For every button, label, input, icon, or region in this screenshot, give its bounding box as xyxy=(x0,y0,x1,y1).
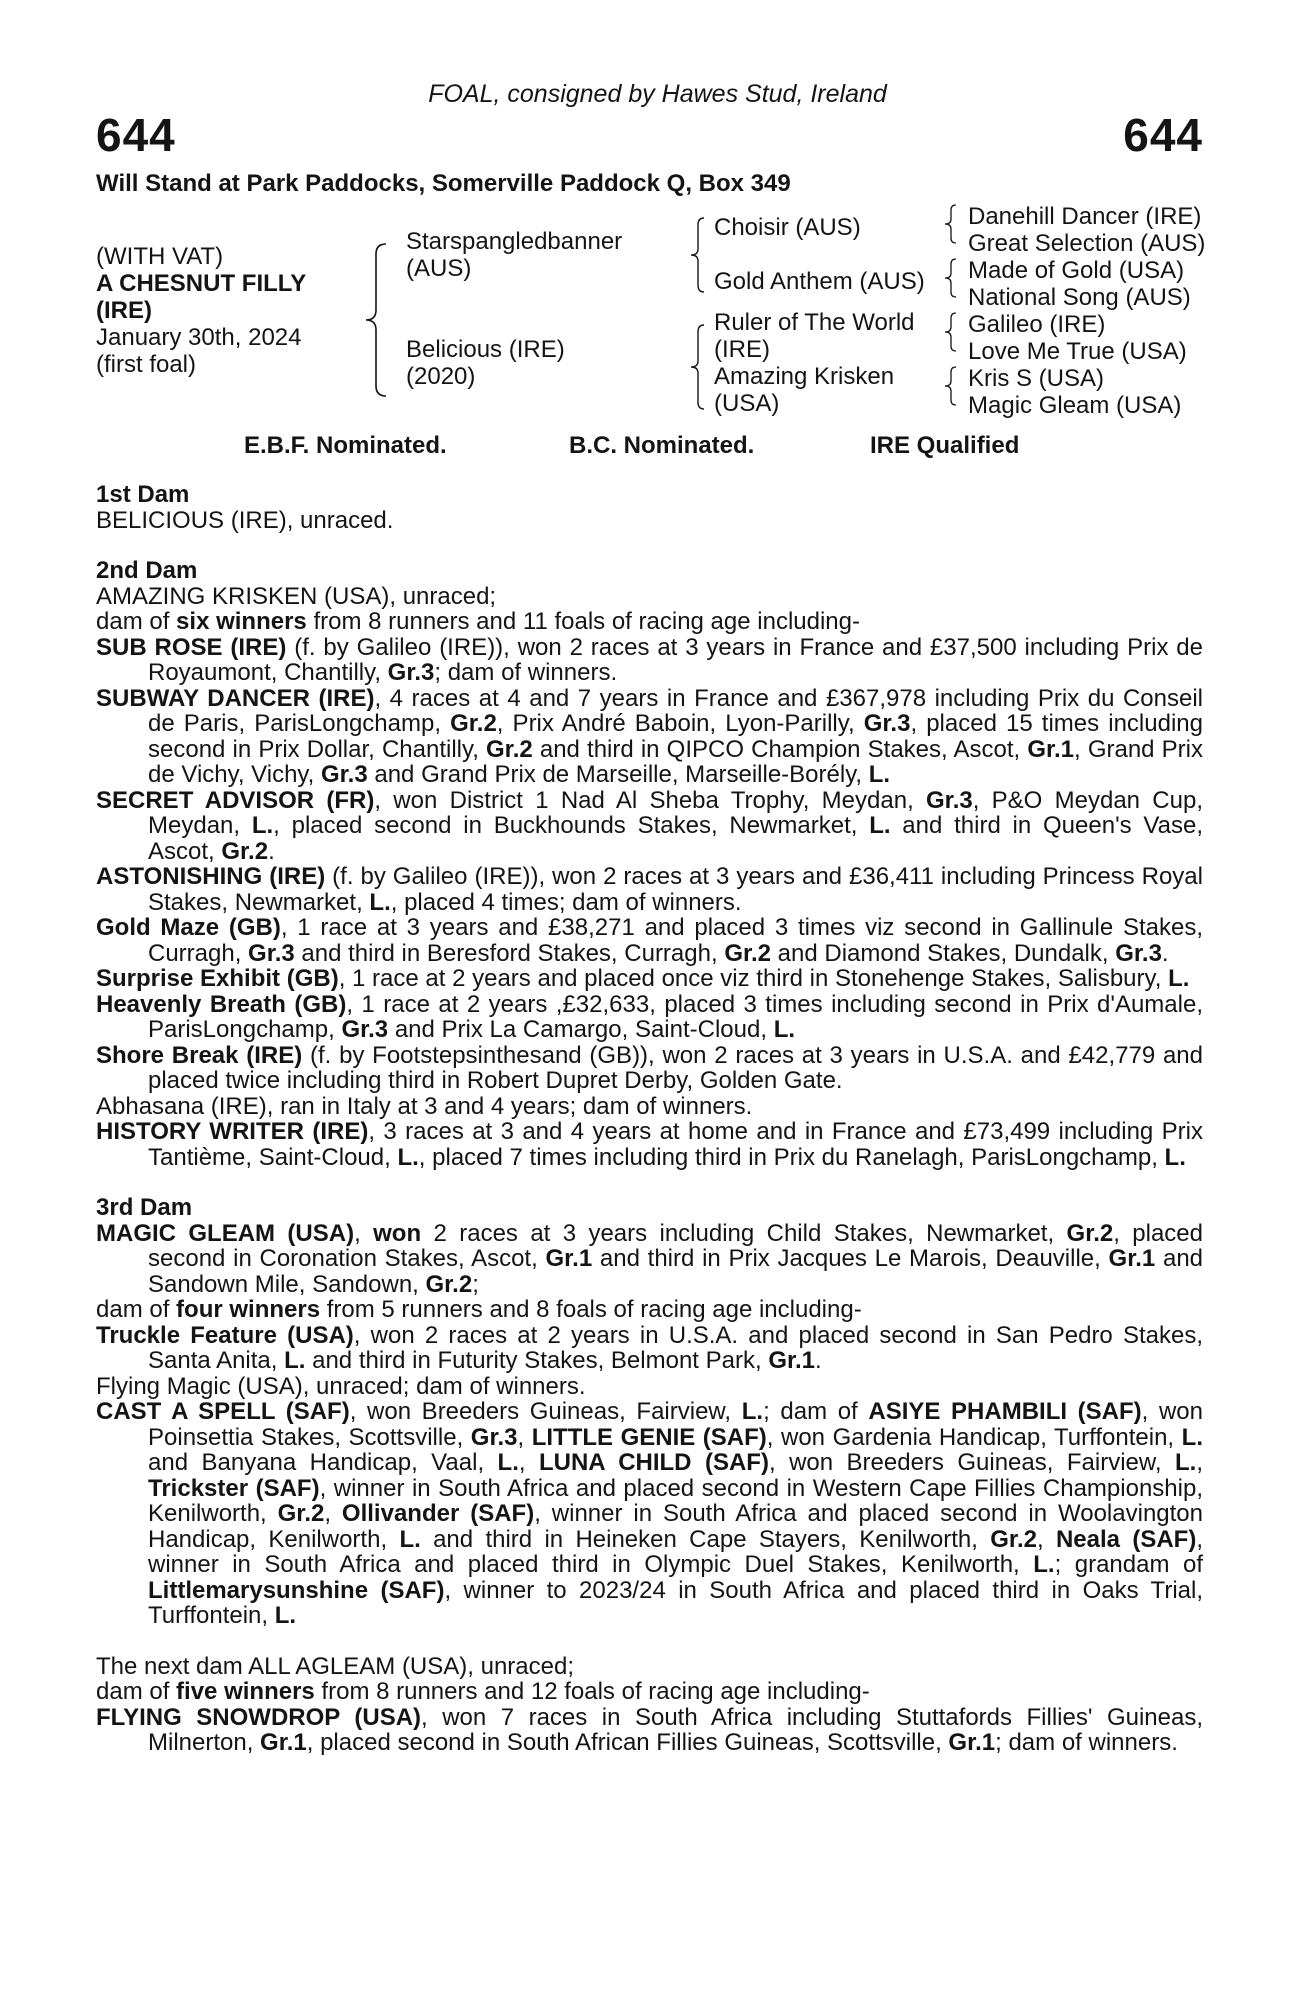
produce-entry: Heavenly Breath (GB), 1 race at 2 years ,£32,633, placed 3 times including second in Prix d'Aumale, ParisLongchamp, Gr.3 and Prix La Camargo, Saint-Cloud, L. xyxy=(96,990,1203,1043)
gg-sire-sire-dam: Great Selection (AUS) xyxy=(968,230,1206,257)
gg-sire-dam-sire: Made of Gold (USA) xyxy=(968,257,1185,284)
third-dam-record: MAGIC GLEAM (USA), won 2 races at 3 years including Child Stakes, Newmarket, Gr.2, placed second in Coronation Stakes, Ascot, Gr.1 and third in Prix Jacques Le Marois, Deauville, Gr.1 and Sandown Mile, Sandown, Gr.2; xyxy=(96,1219,1204,1298)
foal-note: (first foal) xyxy=(96,351,197,378)
dam-name: Belicious (IRE) xyxy=(406,336,565,363)
third-dam-produce-summary: dam of four winners from 5 runners and 8 foals of racing age including- xyxy=(96,1296,862,1323)
dam-sire-country: (IRE) xyxy=(714,336,770,363)
lot-number-left: 644 xyxy=(96,109,176,161)
sire-name: Starspangledbanner xyxy=(406,228,623,255)
catalogue-body xyxy=(96,482,1203,1756)
pedigree-brace-dd xyxy=(942,365,962,407)
produce-entry: SUB ROSE (IRE) (f. by Galileo (IRE)), won 2 races at 3 years in France and £37,500 including Prix de Royaumont, Chantilly, Gr.3; dam of winners. xyxy=(96,633,1204,686)
consignor-line: FOAL, consigned by Hawes Stud, Ireland xyxy=(428,80,887,108)
gg-dam-dam-sire: Kris S (USA) xyxy=(968,365,1105,392)
dam-dam-country: (USA) xyxy=(714,390,780,417)
gg-dam-sire-sire: Galileo (IRE) xyxy=(968,311,1106,338)
dam-sire xyxy=(714,309,915,363)
third-dam-heading: 3rd Dam xyxy=(96,1194,193,1221)
second-dam-intro: AMAZING KRISKEN (USA), unraced; xyxy=(96,582,497,610)
bc-nomination: B.C. Nominated. xyxy=(569,432,755,459)
pedigree-brace-ds xyxy=(942,311,962,353)
pedigree-brace-sd xyxy=(942,257,962,299)
pedigree-brace-ss xyxy=(942,203,962,245)
sire xyxy=(406,228,622,282)
sire-country: (AUS) xyxy=(406,255,472,282)
horse-name-suffix: (IRE) xyxy=(96,297,152,324)
dam-dam-name: Amazing Krisken xyxy=(714,363,895,390)
sire-dam: Gold Anthem (AUS) xyxy=(714,268,925,295)
gg-sire-dam-dam: National Song (AUS) xyxy=(968,284,1191,311)
pedigree-brace-main xyxy=(364,240,394,400)
vat-note: (WITH VAT) xyxy=(96,243,224,270)
produce-entry: SUBWAY DANCER (IRE), 4 races at 4 and 7 years in France and £367,978 including Prix du Conseil de Paris, ParisLongchamp, Gr.2, Prix André Baboin, Lyon-Parilly, Gr.3, placed 15 times including second in Prix Dollar, Chantilly, Gr.2 and third in QIPCO Champion Stakes, Ascot, Gr.1, Grand Prix de Vichy, Vichy, Gr.3 and Grand Prix de Marseille, Marseille-Borély, L. xyxy=(96,684,1204,788)
ire-qualified: IRE Qualified xyxy=(870,432,1020,459)
produce-entry: Shore Break (IRE) (f. by Footstepsinthesand (GB)), won 2 races at 3 years in U.S.A. and £42,779 and placed twice including third in Robert Dupret Derby, Golden Gate. xyxy=(96,1041,1203,1094)
produce-entry: FLYING SNOWDROP (USA), won 7 races in South Africa including Stuttafords Fillies' Guineas, Milnerton, Gr.1, placed second in South African Fillies Guineas, Scottsville, Gr.1; dam of winners. xyxy=(96,1703,1203,1756)
foaling-date: January 30th, 2024 xyxy=(96,324,302,351)
sire-sire: Choisir (AUS) xyxy=(714,214,861,241)
produce-entry: CAST A SPELL (SAF), won Breeders Guineas, Fairview, L.; dam of ASIYE PHAMBILI (SAF), won Poinsettia Stakes, Scottsville, Gr.3, LITTLE GENIE (SAF), won Gardenia Handicap, Turffontein, L. and Banyana Handicap, Vaal, L., LUNA CHILD (SAF), won Breeders Guineas, Fairview, L., Trickster (SAF), winner in South Africa and placed second in Western Cape Fillies Championship, Kenilworth, Gr.2, Ollivander (SAF), winner in South Africa and placed second in Woolavington Handicap, Kenilworth, L. and third in Heineken Cape Stayers, Kenilworth, Gr.2, Neala (SAF), winner in South Africa and placed third in Olympic Duel Stakes, Kenilworth, L.; grandam of Littlemarysunshine (SAF), winner to 2023/24 in South Africa and placed third in Oaks Trial, Turffontein, L. xyxy=(96,1398,1204,1629)
ebf-nomination: E.B.F. Nominated. xyxy=(244,432,447,459)
first-dam-heading: 1st Dam xyxy=(96,481,190,508)
horse-name: A CHESNUT FILLY xyxy=(96,270,307,297)
second-dam-produce-summary: dam of six winners from 8 runners and 11 foals of racing age including- xyxy=(96,608,860,635)
stand-location: Will Stand at Park Paddocks, Somerville Paddock Q, Box 349 xyxy=(96,170,791,197)
dam-year: (2020) xyxy=(406,363,476,390)
first-dam-text: BELICIOUS (IRE), unraced. xyxy=(96,506,394,534)
second-dam-heading: 2nd Dam xyxy=(96,557,198,584)
produce-entry: Flying Magic (USA), unraced; dam of winners. xyxy=(96,1372,586,1400)
produce-entry: SECRET ADVISOR (FR), won District 1 Nad Al Sheba Trophy, Meydan, Gr.3, P&O Meydan Cup, Meydan, L., placed second in Buckhounds Stakes, Newmarket, L. and third in Queen's Vase, Ascot, Gr.2. xyxy=(96,786,1204,865)
gg-sire-sire-sire: Danehill Dancer (IRE) xyxy=(968,203,1202,230)
produce-entry: Gold Maze (GB), 1 race at 3 years and £38,271 and placed 3 times viz second in Gallinule Stakes, Curragh, Gr.3 and third in Beresford Stakes, Curragh, Gr.2 and Diamond Stakes, Dundalk, Gr.3. xyxy=(96,914,1203,967)
pedigree-brace-dam xyxy=(688,322,708,412)
next-dam-produce-summary: dam of five winners from 8 runners and 12 foals of racing age including- xyxy=(96,1678,870,1705)
produce-entry: ASTONISHING (IRE) (f. by Galileo (IRE)), won 2 races at 3 years and £36,411 including Princess Royal Stakes, Newmarket, L., placed 4 times; dam of winners. xyxy=(96,863,1203,916)
pedigree-brace-sire xyxy=(688,215,708,295)
next-dam-intro: The next dam ALL AGLEAM (USA), unraced; xyxy=(96,1652,575,1680)
horse-info xyxy=(96,243,306,378)
gg-dam-sire-dam: Love Me True (USA) xyxy=(968,338,1187,365)
produce-entry: HISTORY WRITER (IRE), 3 races at 3 and 4 years at home and in France and £73,499 including Prix Tantième, Saint-Cloud, L., placed 7 times including third in Prix du Ranelagh, ParisLongchamp, L. xyxy=(96,1118,1203,1171)
produce-entry: Surprise Exhibit (GB), 1 race at 2 years and placed once viz third in Stonehenge Stakes, Salisbury, L. xyxy=(96,965,1190,992)
produce-entry: Truckle Feature (USA), won 2 races at 2 years in U.S.A. and placed second in San Pedro Stakes, Santa Anita, L. and third in Futurity Stakes, Belmont Park, Gr.1. xyxy=(96,1321,1204,1374)
dam-dam xyxy=(714,363,894,417)
dam-sire-name: Ruler of The World xyxy=(714,309,915,336)
dam xyxy=(406,336,565,390)
gg-dam-dam-dam: Magic Gleam (USA) xyxy=(968,392,1182,419)
produce-entry: Abhasana (IRE), ran in Italy at 3 and 4 years; dam of winners. xyxy=(96,1092,753,1120)
lot-number-right: 644 xyxy=(1123,109,1203,161)
